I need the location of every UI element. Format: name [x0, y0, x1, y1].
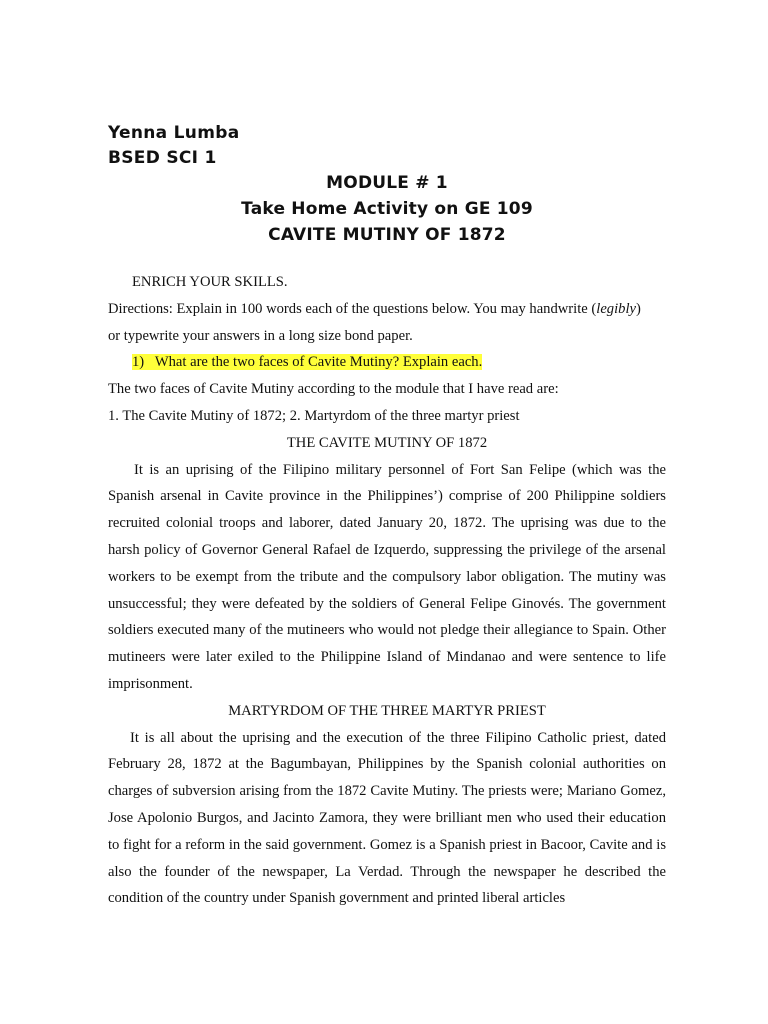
question-1: [108, 349, 666, 376]
question-1-highlight: 1) What are the two faces of Cavite Mutiny? Explain each.: [132, 354, 483, 371]
enrich-heading: ENRICH YOUR SKILLS.: [132, 274, 288, 290]
student-program: BSED SCI 1: [108, 148, 217, 168]
directions-line-1: [108, 296, 666, 323]
document-body: [108, 269, 666, 912]
directions-line-2: or typewrite your answers in a long size bond paper.: [108, 327, 413, 344]
directions-emphasis: legibly: [596, 300, 636, 317]
activity-title: Take Home Activity on GE 109: [241, 199, 533, 219]
module-title: MODULE # 1: [326, 173, 448, 193]
directions-text: Directions: Explain in 100 words each of the questions below. You may handwrite (: [108, 300, 597, 317]
topic-title: CAVITE MUTINY OF 1872: [268, 225, 506, 245]
answer-list: 1. The Cavite Mutiny of 1872; 2. Martyrdom of the three martyr priest: [108, 407, 520, 424]
section-heading-martyrdom: MARTYRDOM OF THE THREE MARTYR PRIEST: [228, 702, 546, 719]
student-header: [108, 121, 239, 171]
answer-intro: The two faces of Cavite Mutiny according to the module that I have read are:: [108, 381, 559, 398]
title-block: [0, 170, 768, 248]
paragraph-cavite-mutiny: It is an uprising of the Filipino military personnel of Fort San Felipe (which was the Spanish arsenal in Cavite province in the Philippines’) comprise of 200 Philippine soldiers recruited colonial troops and laborer, dated January 20, 1872. The uprising was due to the harsh policy of Governor General Rafael de Izquerdo, suppressing the privilege of the arsenal workers to be exempt from the tribute and the compulsory labor obligation. The mutiny was unsuccessful; they were defeated by the soldiers of General Felipe Ginovés. The government soldiers executed many of the mutineers who would not pledge their allegiance to Spain. Other mutineers were later exiled to the Philippine Island of Mindanao and were sentence to life imprisonment.: [108, 461, 666, 692]
paragraph-martyrdom: It is all about the uprising and the execution of the three Filipino Catholic priest, dated February 28, 1872 at the Bagumbayan, Philippines by the Spanish colonial authorities on charges of subversion arising from the 1872 Cavite Mutiny. The priests were; Mariano Gomez, Jose Apolonio Burgos, and Jacinto Zamora, they were brilliant men who used their education to fight for a reform in the said government. Gomez is a Spanish priest in Bacoor, Cavite and is also the founder of the newspaper, La Verdad. Through the newspaper he described the condition of the country under Spanish government and printed liberal articles: [108, 729, 666, 907]
directions-close: ): [635, 300, 641, 317]
student-name: Yenna Lumba: [108, 123, 240, 143]
section-heading-cavite-mutiny: THE CAVITE MUTINY OF 1872: [286, 434, 488, 451]
